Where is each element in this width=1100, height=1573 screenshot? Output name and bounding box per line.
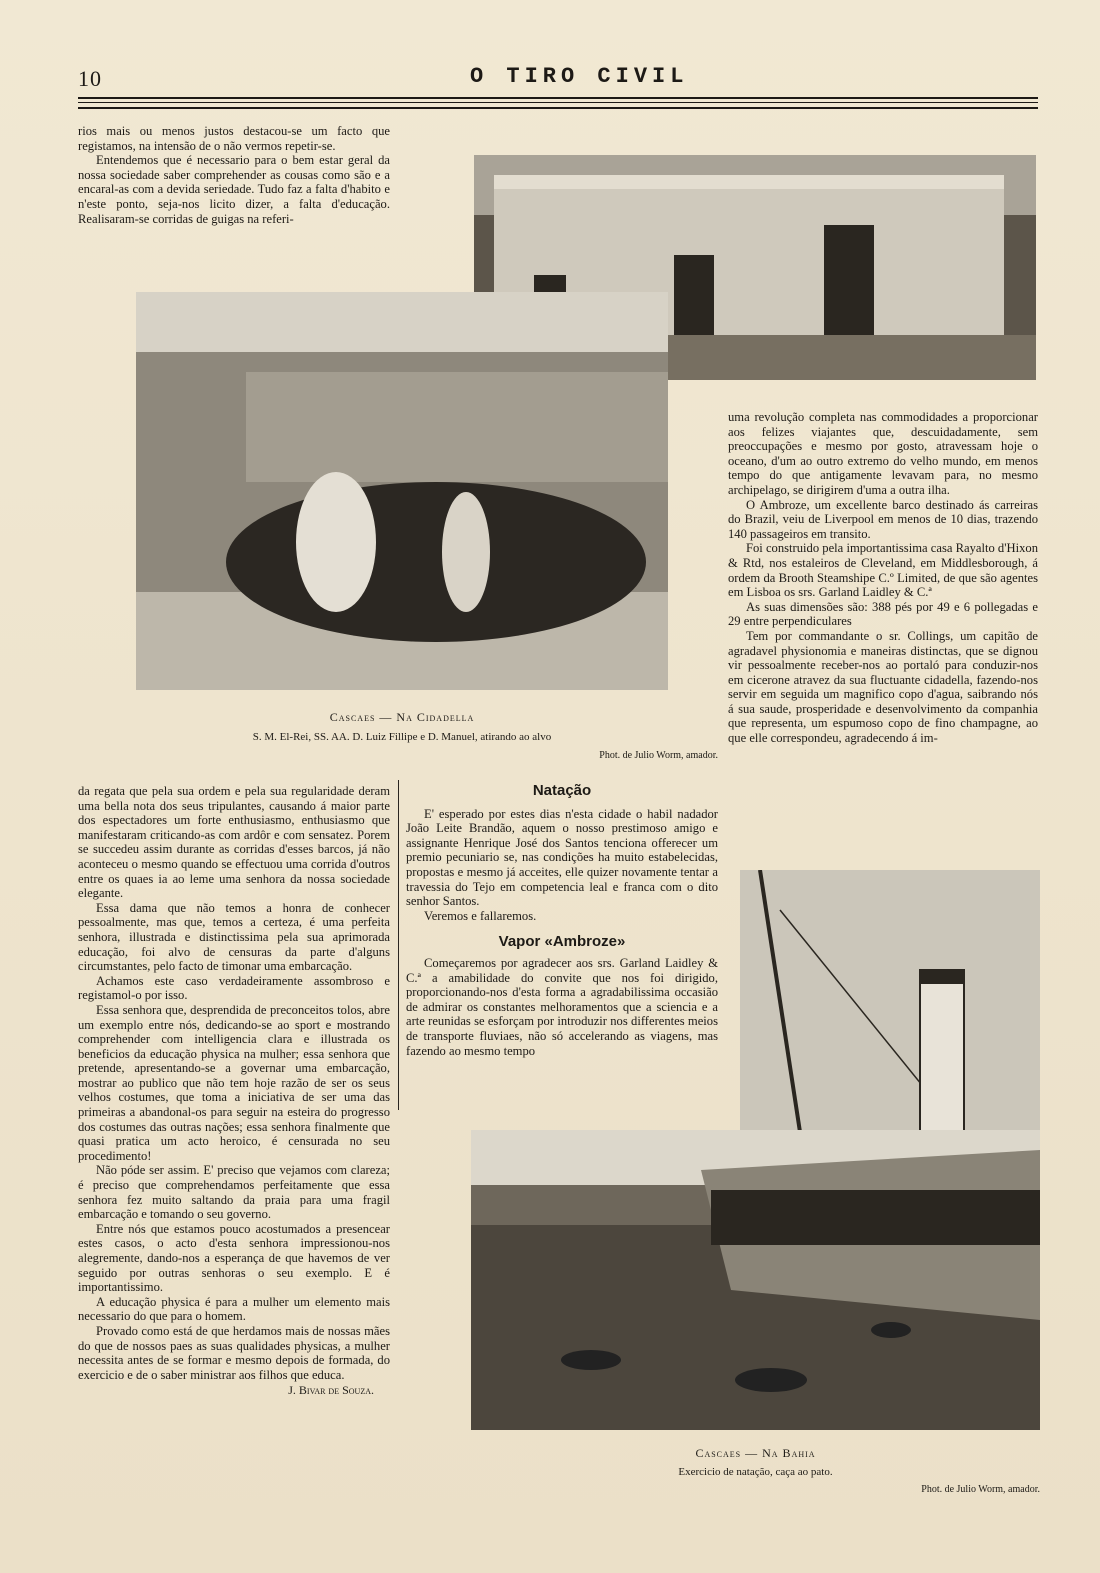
paragraph: Essa senhora que, desprendida de preconceitos tolos, abre um exemplo entre nós, dedicando-se ao sport e mostrando comprehender com intelligencia clara e illustrada os beneficios da educação physica na mulher; essa senhora que pretende, apresentando-se a governar uma embarcação, mostrar ao publico que não tem hoje razão de ser os seus velhos costumes, que toma a iniciativa de ser uma das primeiras a abandonal-os para seguir na esteira do progresso dos costumes das outras nações; essa senhora finalmente que quasi pratica um acto heroico, é censurada no seu procedimento! [78, 1002, 390, 1163]
heading-natacao: Natação [532, 782, 592, 799]
crowd-illustration [136, 292, 668, 690]
bay-illustration [471, 1130, 1040, 1430]
page-number: 10 [78, 66, 102, 91]
caption-sub-cidadella: S. M. El-Rei, SS. AA. D. Luiz Fillipe e D. Manuel, atirando ao alvo [252, 731, 552, 743]
column-middle [406, 784, 718, 1058]
header-rule-bottom [78, 107, 1038, 109]
photo-credit-bahia: Phot. de Julio Worm, amador. [921, 1484, 1040, 1495]
header-rule-top [78, 97, 1038, 99]
photo-bahia-swimmers [471, 1130, 1040, 1430]
paragraph: uma revolução completa nas commodidades a proporcionar aos felizes viajantes que, descuidadamente, sem preoccupações e mesmo por gosto, atravessam hoje o oceano, d'um ao outro extremo do velho mundo, em menos tempo do que antigamente levavam para, no mesmo archipelago, se dirigirem d'uma a outra ilha. [728, 410, 1038, 497]
photo-credit-cidadella: Phot. de Julio Worm, amador. [599, 750, 718, 761]
paragraph: Foi construido pela importantissima casa Rayalto d'Hixon & Rtd, nos estaleiros de Cleveland, em Middlesborough, á ordem da Brooth Steamshipe C.º Limited, de que são agentes em Lisboa os srs. Garland Laidley & C.ª [728, 541, 1038, 600]
column-right-top [728, 410, 1038, 746]
paragraph: Tem por commandante o sr. Collings, um capitão de agradavel physionomia e maneiras distinctas, que se dignou vir pessoalmente receber-nos ao portaló para conduzir-nos em cicerone atravez da sua fluctuante cidadella, fazendo-nos servir em seguida um magnifico copo d'agua, saibrando nós á sua saude, prosperidade e desenvolvimento da companhia que representa, um espumoso copo de fino champagne, ao que elle correspondeu, agradecendo á im- [728, 628, 1038, 746]
paragraph: Provado como está de que herdamos mais de nossas mães do que de nossos paes as suas qualidades physicas, a mulher necessita antes de se formar e mesmo depois de formada, do exercicio e de o saber ministrar aos filhos que educa. [78, 1323, 390, 1382]
paragraph: Entendemos que é necessario para o bem estar geral da nossa sociedade saber comprehender as cousas como são e a encaral-as com a devida seriedade. Tudo faz a falta d'habito e n'este ponto, seja-nos licito dizer, a falta d'educação. Realisaram-se corridas de guigas na referi- [78, 153, 390, 226]
caption-title-cidadella: Cascaes — Na Cidadella [329, 710, 475, 724]
column-top-left [78, 124, 390, 226]
paragraph: rios mais ou menos justos destacou-se um facto que registamos, na intensão de o não vermos repetir-se. [78, 124, 390, 153]
paragraph: Começaremos por agradecer aos srs. Garland Laidley & C.ª a amabilidade do convite que nos foi dirigido, proporcionando-nos d'esta forma a agradabilissima occasião de admirar os constantes melhoramentos que a sciencia e a arte reunidas se esforçam por introduzir nos differentes meios de transporte fluviaes, não só accelerando as viagens, mas fazendo ao mesmo tempo [406, 955, 718, 1058]
caption-sub-bahia: Exercicio de natação, caça ao pato. [678, 1466, 833, 1478]
caption-title-bahia: Cascaes — Na Bahia [695, 1446, 816, 1460]
author-signature: J. Bivar de Souza. [288, 1383, 374, 1398]
paragraph: E' esperado por estes dias n'esta cidade o habil nadador João Leite Brandão, aquem o nosso prestimoso amigo e assignante Henrique José dos Santos tenciona offerecer um premio pecuniario se, nas condições ha muito estabelecidas, propostas e mesmo já acceites, elle quizer novamente tentar a travessia do Tejo em competencia leal e franca com o dito senhor Santos. [406, 806, 718, 909]
paragraph: da regata que pela sua ordem e pela sua regularidade deram uma bella nota dos seus tripulantes, causando á maior parte dos espectadores um forte enthusiasmo, enthusiasmo que manifestaram criticando-as com ardôr e com sensatez. Porem se succedeu assim durante as corridas d'esses barcos, já não aconteceu o mesmo quando se effectuou uma corrida d'outros entre os quaes ia ao leme uma senhora da nossa sociedade elegante. [78, 784, 390, 901]
heading-vapor: Vapor «Ambroze» [498, 933, 626, 951]
paragraph: O Ambroze, um excellente barco destinado ás carreiras do Brazil, veiu de Liverpool em menos de 10 dias, trazendo 140 passageiros em transito. [728, 497, 1038, 541]
photo-cidadella-crowd [136, 292, 668, 690]
column-left-bottom [78, 784, 390, 1398]
paragraph: Veremos e fallaremos. [424, 908, 537, 923]
column-divider [398, 780, 399, 1110]
paragraph: Não póde ser assim. E' preciso que vejamos com clareza; é preciso que comprehendamos perfeitamente que essa senhora fez muito saltando da praia para uma fragil embarcação e tomando o seu governo. [78, 1163, 390, 1222]
paragraph: A educação physica é para a mulher um elemento mais necessario do que para o homem. [78, 1294, 390, 1324]
ship-mast-illustration [740, 870, 1040, 1132]
newspaper-title: O TIRO CIVIL [470, 64, 689, 89]
photo-bahia-ship-upper [740, 870, 1040, 1132]
header-rule-middle [78, 102, 1038, 103]
paragraph: Entre nós que estamos pouco acostumados a presencear estes casos, o acto d'esta senhora impressionou-nos alegremente, dando-nos a esperança de que havemos de ver seguido por outras senhoras o seu exemplo. E é importantissimo. [78, 1221, 390, 1295]
paragraph: As suas dimensões são: 388 pés por 49 e 6 pollegadas e 29 entre perpendiculares [728, 599, 1038, 629]
paragraph: Achamos este caso verdadeiramente assombroso e registamol-o por isso. [78, 973, 390, 1003]
paragraph: Essa dama que não temos a honra de conhecer pessoalmente, mas que, temos a certeza, é uma perfeita senhora, illustrada e distinctissima pela sua aprimorada educação, foi alvo de censuras da parte d'alguns circumstantes, pelo facto de timonar uma embarcação. [78, 900, 390, 974]
